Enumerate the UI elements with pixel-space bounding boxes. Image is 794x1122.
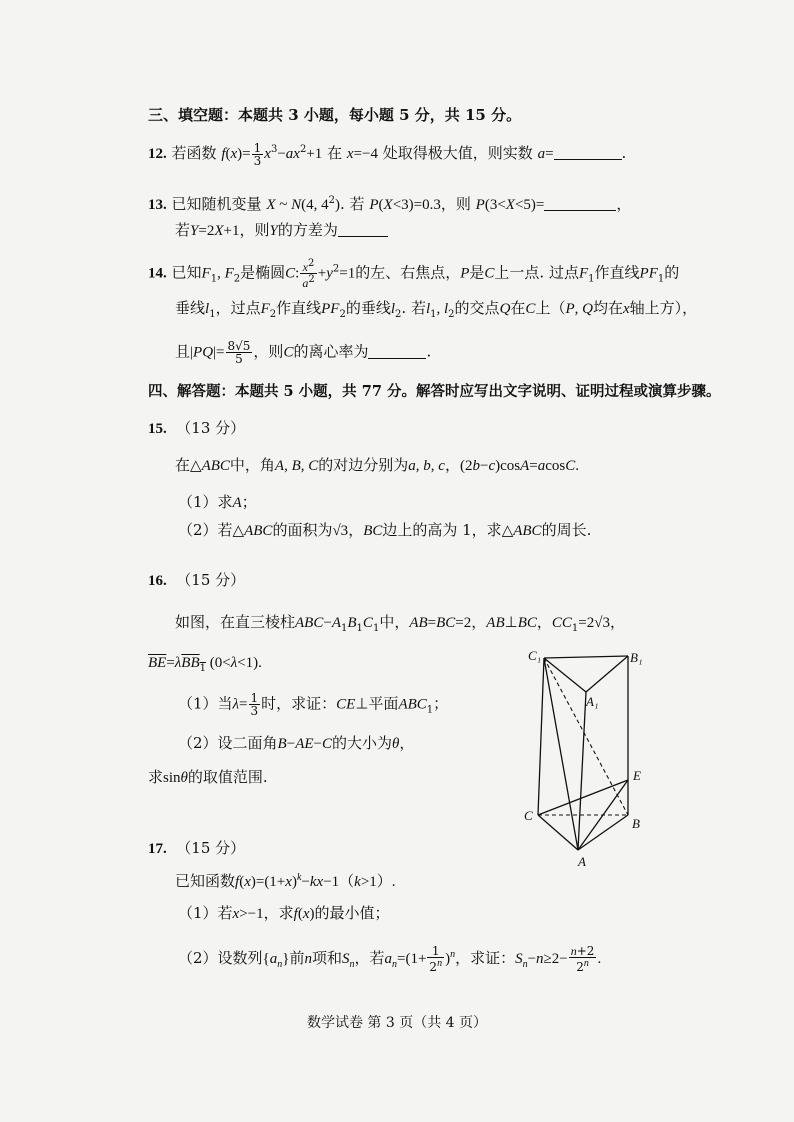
page-footer: 数学试卷 第 3 页（共 4 页）	[306, 1015, 488, 1031]
question-13-line-1: 13. 已知随机变量 X ~ N(4, $4^2$). 若 P(X<3)=0.3，则 P(3<X<5)= ，	[148, 195, 632, 213]
answer-blank	[554, 145, 622, 160]
question-13-line-2: 若Y=2X+1，则Y的方差为	[175, 220, 388, 241]
section-4-heading: 四、解答题：本题共 5 小题，共 77 分。解答时应写出文字说明、证明过程或演算步骤。	[148, 383, 721, 400]
question-14-line-2: 垂线$l_1$，过点$F_2$作直线$PF_2$的垂线$l_2$. 若$l_1$, $l_2$的交点Q在C上（P, Q均在x轴上方），	[175, 299, 698, 320]
label-a1: A₁	[586, 694, 599, 709]
question-16-part-2-line-2: 求sinθ的取值范围.	[148, 768, 268, 786]
question-15-part-2: （2）若△ABC的面积为√3，BC边上的高为 1，求△ABC的周长.	[178, 521, 592, 539]
question-17-part-2: （2）设数列$\{a_n\}$前n项和$S_n$，若$a_n=(1+$ $\frac{1}{2^n}$ )$^n$，求证：$S_n-n\ge 2-$ $\frac{n+2}{2^n}$ .	[178, 944, 602, 974]
question-number: 12.	[148, 146, 167, 162]
question-15-part-1: （1）求A；	[178, 493, 257, 511]
question-17-part-1: （1）若x>−1，求f(x)的最小值；	[178, 904, 390, 922]
math-function: f	[221, 146, 226, 162]
answer-blank	[368, 344, 426, 359]
question-14-line-1: 14. 已知$F_1$, $F_2$是椭圆C: $\frac{x^2}{a^2}$ $+y^2=1$的左、右焦点，P是C上一点. 过点$F_1$作直线$PF_1$的	[148, 258, 680, 290]
question-16-stem-line-2: $\overline{BE}=\lambda\overline{BB}_1$ (0<λ<1).	[148, 655, 262, 674]
prism-figure	[520, 640, 660, 870]
question-17-stem: 已知函数$f(x)=(1+x)^k-kx-1(k>1)$.	[175, 872, 396, 890]
label-a: A	[578, 854, 586, 869]
question-16-stem-line-1: 如图，在直三棱柱$ABC-A_1B_1C_1$中，AB=BC=2，AB⊥BC，$CC_1=2√3$，	[175, 613, 625, 634]
answer-blank	[338, 222, 388, 237]
question-15-stem: 在△ABC中，角A, B, C的对边分别为a, b, c，(2b−c)cosA=acosC.	[175, 456, 580, 474]
label-b: B	[632, 816, 640, 831]
label-c1: C₁	[528, 648, 542, 663]
question-16-part-1: （1）当λ= $\frac{1}{3}$ 时，求证：CE⊥平面$ABC_1$；	[178, 691, 449, 718]
label-c: C	[524, 808, 533, 823]
label-b1: B₁	[630, 650, 643, 665]
question-12: 12. 若函数 f(x)= $\frac{1}{3}$ $x^3-ax^2+1$ 在 x=−4 处取得极大值，则实数 a= .	[148, 140, 627, 168]
question-14-line-3: 且|PQ|= $\frac{8√5}{5}$ ，则C的离心率为 .	[175, 339, 432, 366]
question-16-header: 16. （15 分）	[148, 571, 246, 589]
section-3-heading: 三、填空题：本题共 3 小题，每小题 5 分，共 15 分。	[148, 106, 522, 124]
answer-blank	[544, 196, 616, 211]
question-17-header: 17. （15 分）	[148, 839, 246, 857]
question-16-part-2: （2）设二面角B−AE−C的大小为θ，	[178, 734, 415, 752]
question-15-header: 15. （13 分）	[148, 419, 246, 437]
label-e: E	[633, 768, 641, 783]
